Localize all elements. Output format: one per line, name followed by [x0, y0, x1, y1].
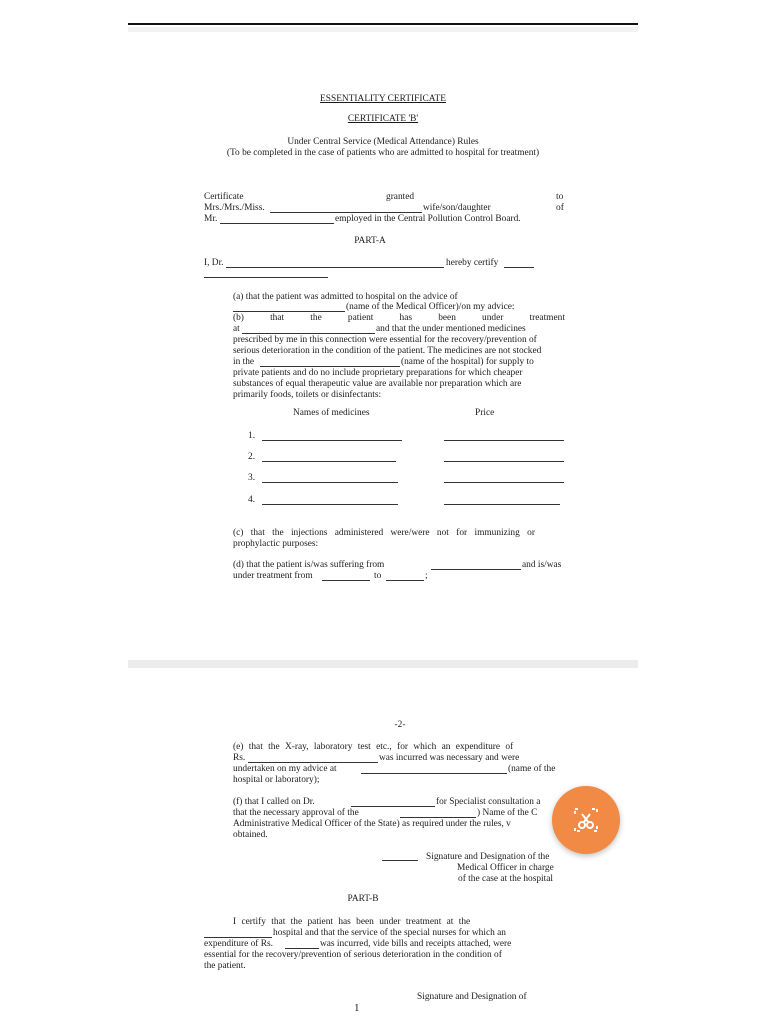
part-b-heading: PART-B	[347, 894, 379, 904]
viewer-page-indicator: 1	[354, 1002, 360, 1014]
blank-line	[242, 333, 375, 334]
medicine-price-line	[444, 482, 564, 483]
cert-to: to	[556, 192, 564, 202]
screenshot-fab-button[interactable]	[552, 786, 620, 854]
word: (b)	[233, 313, 244, 323]
medicine-price-line	[444, 504, 560, 505]
part-b-line: the patient.	[204, 961, 246, 971]
medicine-name-line	[262, 440, 402, 441]
rules-line: Under Central Service (Medical Attendance) Rules	[287, 137, 479, 147]
medicine-price-line	[444, 440, 564, 441]
blank-line	[204, 277, 328, 278]
para-c-line: (c) that the injections administered were/were not for immunizing or	[233, 528, 535, 538]
para-f-line: Administrative Medical Officer of the State) as required under the rules, v	[233, 819, 511, 829]
blank-line	[270, 212, 422, 213]
para-b-at: at	[233, 324, 240, 334]
para-d-line: ;	[425, 571, 428, 581]
signature-caption: Medical Officer in charge	[457, 863, 554, 873]
para-e-line: Rs.	[233, 753, 246, 763]
signature-caption: Signature and Designation of the	[426, 852, 550, 862]
certify-text: hereby certify	[446, 258, 499, 268]
para-e-line: (name of the	[508, 764, 556, 774]
blank-line	[220, 223, 334, 224]
para-e-line: undertaken on my advice at	[233, 764, 337, 774]
medicines-column-header: Names of medicines	[293, 408, 370, 418]
signature-caption: Signature and Designation of	[417, 992, 527, 1002]
para-c-line: prophylactic purposes:	[233, 539, 319, 549]
part-a-heading: PART-A	[354, 236, 386, 246]
para-a-line: (name of the Medical Officer)/on my advice:	[346, 302, 515, 312]
para-d-line: (d) that the patient is/was suffering from	[233, 560, 385, 570]
para-b-line: serious deterioration in the condition of the patient. The medicines are not stocked	[233, 346, 542, 356]
signature-caption: of the case at the hospital	[458, 874, 554, 884]
blank-line	[204, 937, 272, 938]
page-separator	[128, 660, 638, 668]
para-f-line: for Specialist consultation a	[436, 797, 541, 807]
instruction-line: (To be completed in the case of patients who are admitted to hospital for treatment)	[226, 148, 540, 158]
word: has	[399, 313, 413, 323]
blank-line	[260, 366, 400, 367]
cert-mr: Mr.	[204, 214, 218, 224]
screenshot-scissors-icon	[572, 806, 600, 834]
certificate-subtitle: CERTIFICATE 'B'	[347, 114, 419, 124]
cert-granted: granted	[386, 192, 415, 202]
para-b-line: primarily foods, toilets or disinfectants:	[233, 390, 382, 400]
para-f-line: obtained.	[233, 830, 268, 840]
certificate-title: ESSENTIALITY CERTIFICATE	[320, 94, 446, 104]
para-d-line: to	[374, 571, 382, 581]
medicine-row-number: 1.	[248, 431, 256, 441]
blank-line	[285, 948, 319, 949]
para-d-line: and is/was	[522, 560, 562, 570]
para-b-line-1	[233, 313, 565, 324]
part-b-line: expenditure of Rs.	[204, 939, 273, 949]
blank-line	[322, 580, 370, 581]
cert-relation: wife/son/daughter	[423, 203, 491, 213]
document-page-2	[128, 668, 638, 1024]
para-b-line: (name of the hospital) for supply to	[401, 357, 534, 367]
part-b-line: I certify that the patient has been under treatment at the	[233, 917, 471, 927]
blank-line	[400, 817, 476, 818]
price-column-header: Price	[475, 408, 495, 418]
para-d-line: under treatment from	[233, 571, 313, 581]
word: that	[270, 313, 285, 323]
cert-employer: employed in the Central Pollution Control Board.	[335, 214, 521, 224]
para-a-line: (a) that the patient was admitted to hospital on the advice of	[233, 292, 458, 302]
blank-line	[504, 267, 534, 268]
page-number: -2-	[394, 720, 406, 730]
word: been	[438, 313, 456, 323]
para-b-line: and that the under mentioned medicines	[376, 324, 526, 334]
blank-line	[386, 580, 424, 581]
medicine-name-line	[262, 461, 396, 462]
blank-line	[233, 311, 345, 312]
document-page-1	[128, 32, 638, 660]
word: treatment	[529, 313, 565, 323]
part-b-line: was incurred, vide bills and receipts attached, were	[320, 939, 512, 949]
medicine-price-line	[444, 461, 564, 462]
para-b-line: substances of equal therapeutic value are available nor preparation which are	[233, 379, 522, 389]
cert-of: of	[556, 203, 564, 213]
word: the	[310, 313, 322, 323]
medicine-name-line	[262, 504, 398, 505]
medicine-name-line	[262, 482, 398, 483]
medicine-row-number: 2.	[248, 452, 256, 462]
blank-line	[351, 806, 435, 807]
medicine-row-number: 3.	[248, 473, 256, 483]
cert-salutation: Mrs./Mrs./Miss.	[204, 203, 265, 213]
para-e-line: was incurred was necessary and were	[379, 753, 520, 763]
para-e-line: hospital or laboratory);	[233, 775, 320, 785]
para-b-line: private patients and do no include proprietary preparations for which cheaper	[233, 368, 523, 378]
para-b-line: prescribed by me in this connection were essential for the recovery/prevention of	[233, 335, 537, 345]
para-e-line: (e) that the X-ray, laboratory test etc., for which an expenditure of	[233, 742, 514, 752]
para-f-line: (f) that I called on Dr.	[233, 797, 315, 807]
certify-dr: I, Dr.	[204, 258, 224, 268]
blank-line	[226, 267, 444, 268]
para-f-line: that the necessary approval of the	[233, 808, 359, 818]
part-b-line: essential for the recovery/prevention of serious deterioration in the condition of	[204, 950, 502, 960]
word: patient	[347, 313, 374, 323]
part-b-line: hospital and that the service of the special nurses for which an	[273, 928, 506, 938]
signature-line	[382, 860, 418, 861]
para-f-line: ) Name of the C	[477, 808, 538, 818]
blank-line	[248, 762, 378, 763]
medicine-row-number: 4.	[248, 495, 256, 505]
word: under	[482, 313, 504, 323]
para-b-line: in the	[233, 357, 255, 367]
viewer-top-bar	[128, 23, 638, 25]
cert-label: Certificate	[204, 192, 244, 202]
blank-line	[431, 569, 521, 570]
blank-line	[361, 773, 507, 774]
